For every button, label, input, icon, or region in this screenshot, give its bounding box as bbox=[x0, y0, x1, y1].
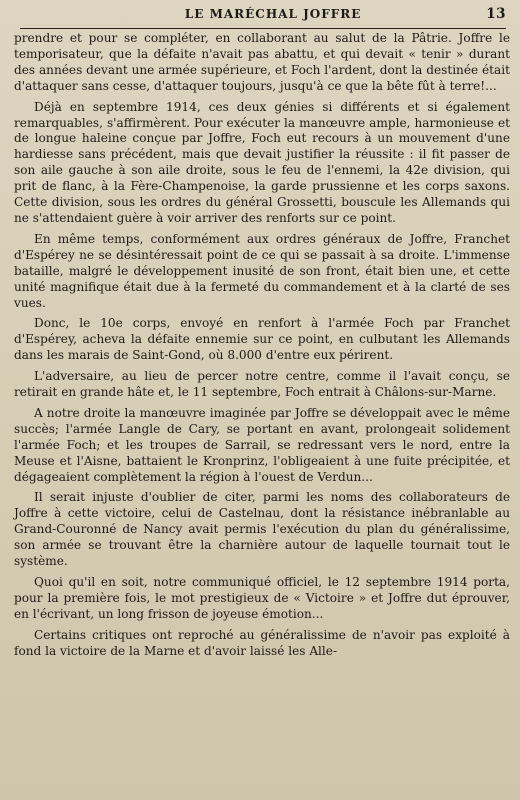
paragraph: A notre droite la manœuvre imaginée par Joffre se développait avec le même succès; l'armée Langle de Cary, se portant en avant, prolongeait solidement l'armée Foch; et les troupes de Sarrail, se redressant vers le nord, entre la Meuse et l'Aisne, battaient le Kronprinz, l'obligeaient à une fuite précipitée, et dégageaient complètement la région à l'ouest de Verdun... bbox=[14, 405, 510, 484]
paragraph: Quoi qu'il en soit, notre communiqué officiel, le 12 septembre 1914 porta, pour la première fois, le mot prestigieux de « Victoire » et Joffre dut éprouver, en l'écrivant, un long frisson de joyeuse émotion... bbox=[14, 575, 510, 621]
paragraph: prendre et pour se compléter, en collaborant au salut de la Pâtrie. Joffre le temporisateur, que la défaite n'avait pas abattu, et qui devait « tenir » durant des années devant une armée supérieure, et Foch l'ardent, dont la destinée était d'attaquer sans cesse, d'attaquer toujours, jusqu'à ce que la bête fût à terre!... bbox=[14, 31, 510, 93]
paragraph: Il serait injuste d'oublier de citer, parmi les noms des collaborateurs de Joffre à cette victoire, celui de Castelnau, dont la résistance inébranlable au Grand-Couronné de Nancy avait permis l'exécution du plan du généralissime, son armée se trouvant être la charnière autour de laquelle tournait tout le système. bbox=[14, 490, 510, 569]
paragraph: L'adversaire, au lieu de percer notre centre, comme il l'avait conçu, se retirait en grande hâte et, le 11 septembre, Foch entrait à Châlons-sur-Marne. bbox=[14, 369, 510, 400]
paragraph: Certains critiques ont reproché au généralissime de n'avoir pas exploité à fond la victoire de la Marne et d'avoir laissé les Alle- bbox=[14, 627, 510, 658]
running-header bbox=[20, 6, 506, 29]
paragraph: Donc, le 10e corps, envoyé en renfort à l'armée Foch par Franchet d'Espérey, acheva la défaite ennemie sur ce point, en culbutant les Allemands dans les marais de Saint-Gond, où 8.000 d'entre eux périrent. bbox=[14, 316, 510, 363]
paragraph: En même temps, conformément aux ordres généraux de Joffre, Franchet d'Espérey ne se désintéressait point de ce qui se passait à sa droite. L'immense bataille, malgré le développement inusité de son front, était bien une, et cette unité magnifique était due à la fermeté du commandement et à la clarté de ses vues. bbox=[14, 231, 510, 310]
paragraph: Déjà en septembre 1914, ces deux génies si différents et si également remarquables, s'affirmèrent. Pour exécuter la manœuvre ample, harmonieuse et de longue haleine conçue par Joffre, Foch eut recours à un mouvement d'une hardiesse sans précédent, mais que devait justifier la réussite : il fit passer de son aile gauche à son aile droite, sous le feu de l'ennemi, la 42e division, qui prit de flanc, à la Fère-Champenoise, la garde prussienne et les corps saxons. Cette division, sous les ordres du général Grossetti, bouscule les Allemands qui ne s'attendaient guère à voir arriver des renforts sur ce point. bbox=[14, 99, 510, 225]
page-body-text bbox=[14, 31, 510, 660]
page-number: 13 bbox=[486, 6, 506, 22]
running-title: LE MARÉCHAL JOFFRE bbox=[184, 7, 362, 21]
